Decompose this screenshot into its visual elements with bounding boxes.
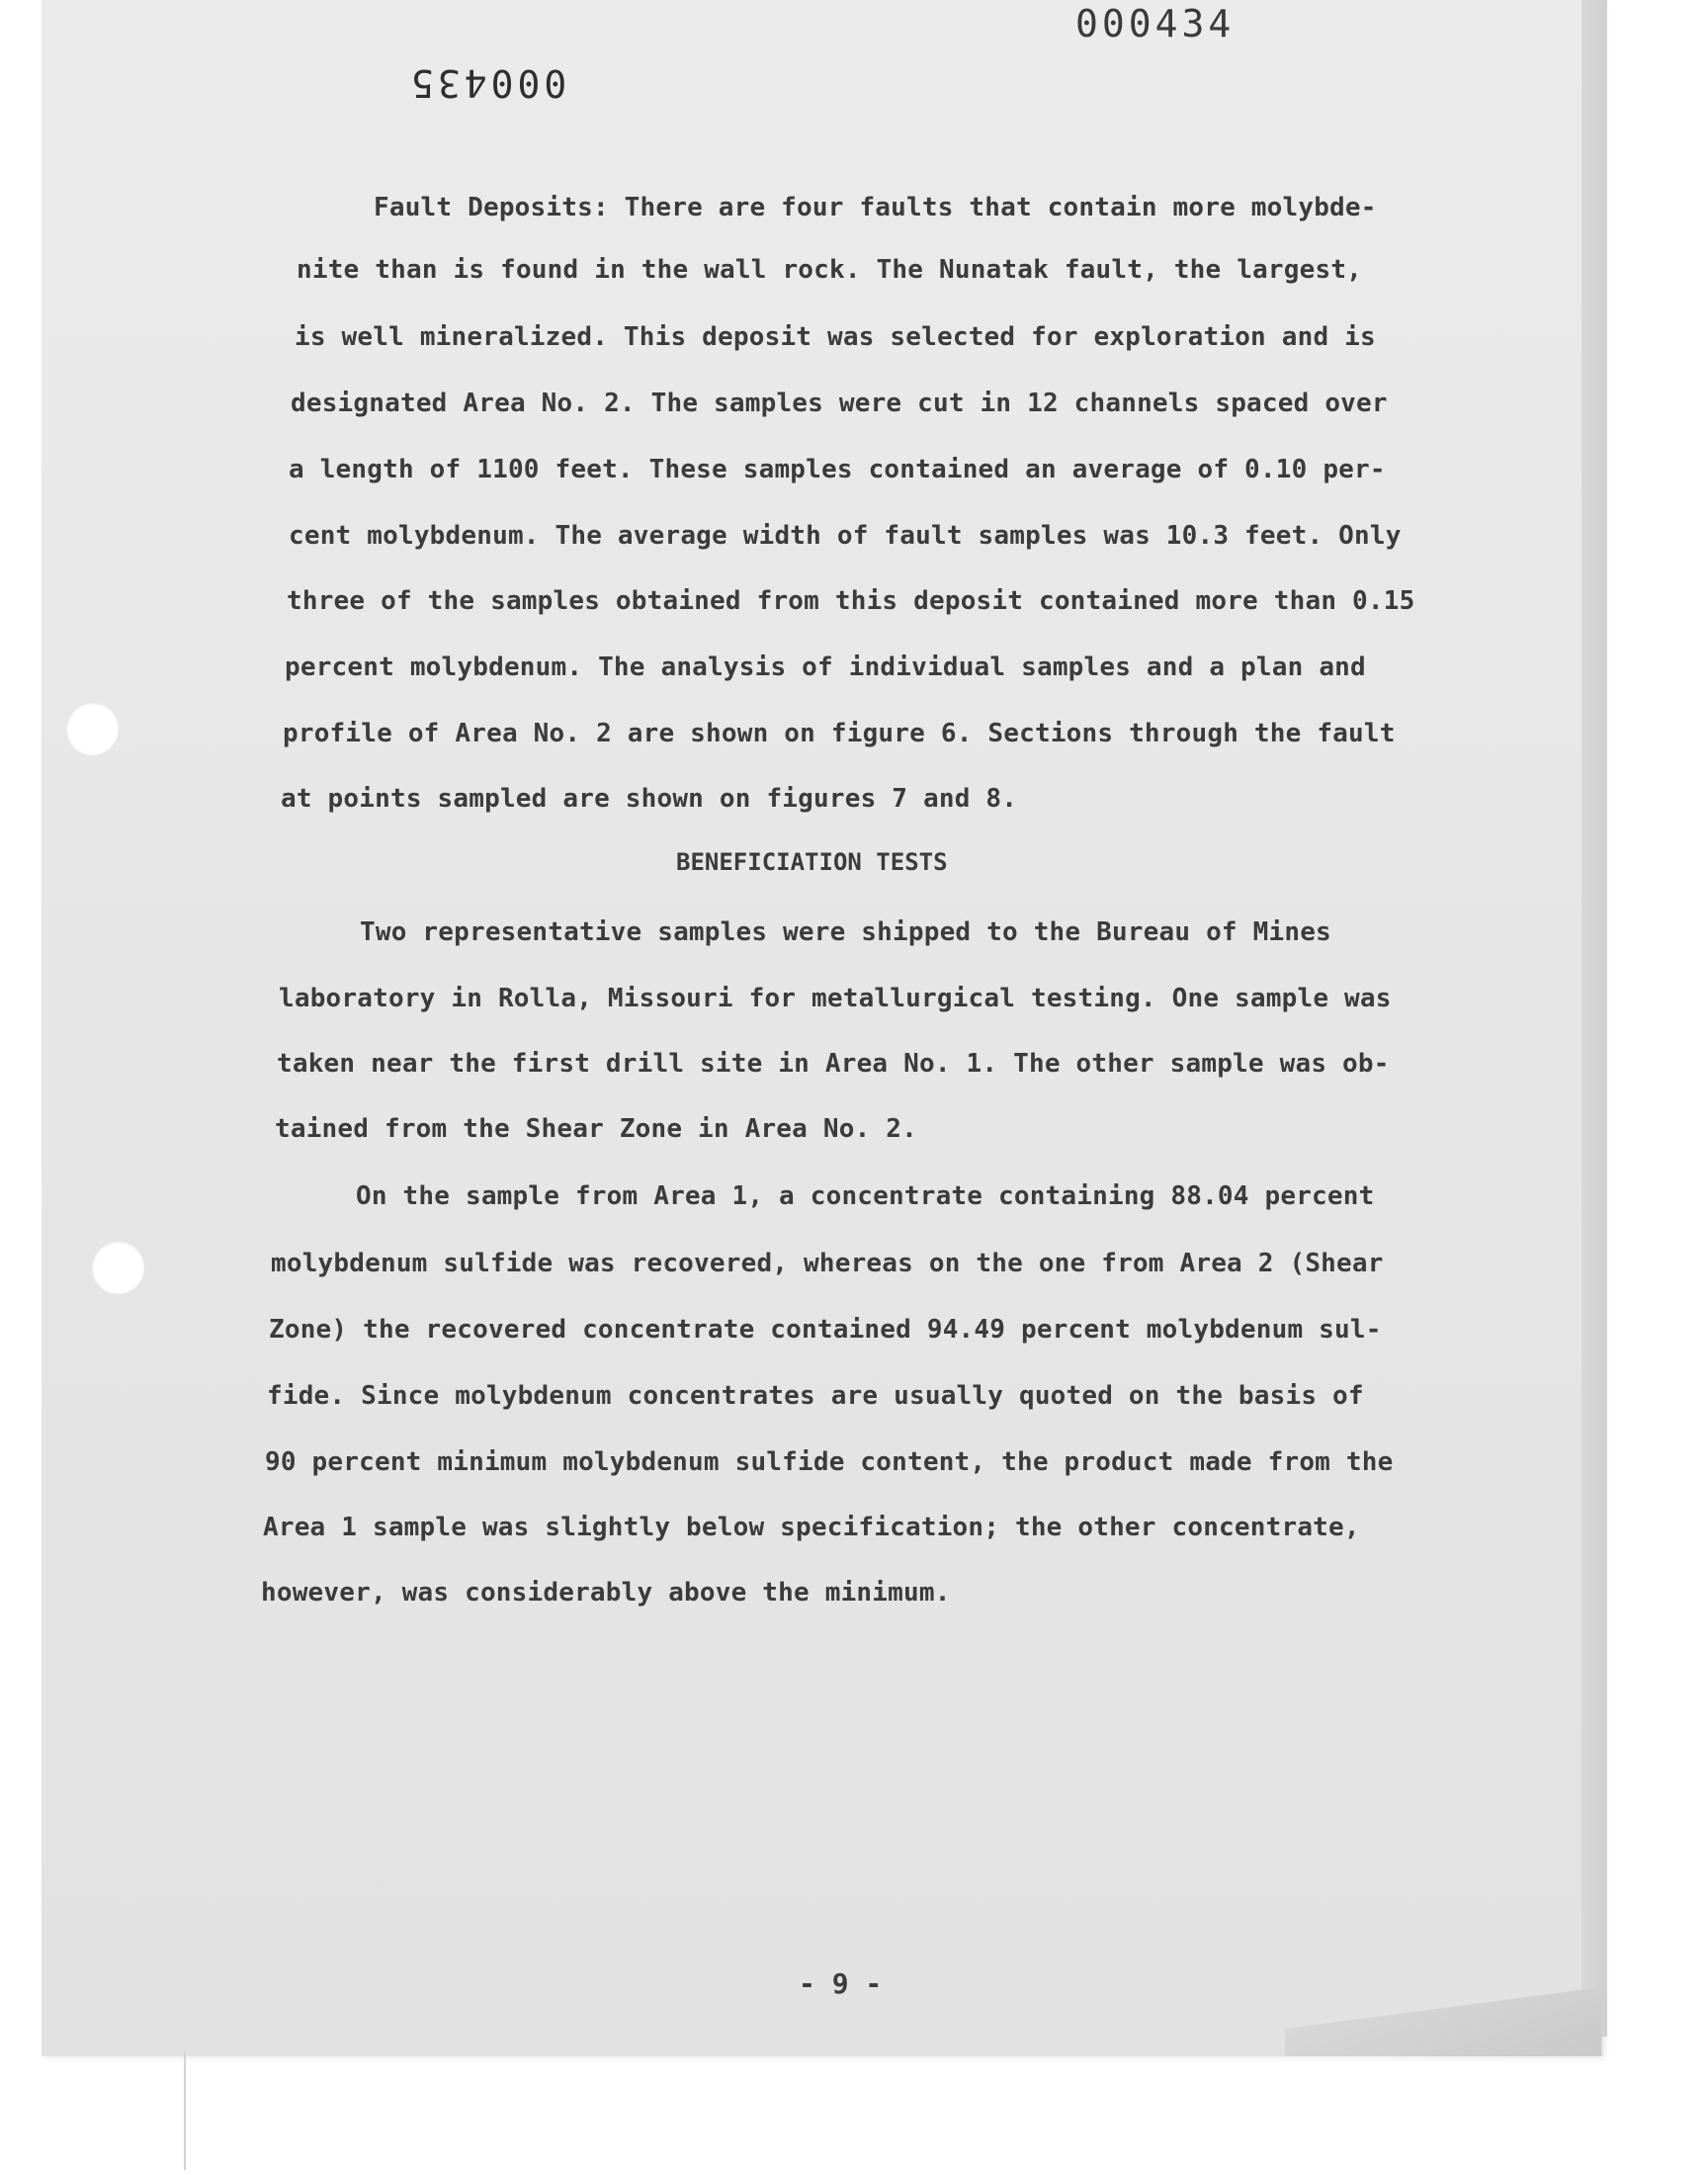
- paragraph-line: profile of Area No. 2 are shown on figure 6. Sections through the fault: [283, 719, 1396, 748]
- paragraph-line: fide. Since molybdenum concentrates are usually quoted on the basis of: [267, 1381, 1364, 1411]
- paragraph-line: Zone) the recovered concentrate contained 94.49 percent molybdenum sul-: [269, 1315, 1382, 1345]
- paragraph-line: cent molybdenum. The average width of fault samples was 10.3 feet. Only: [289, 521, 1402, 551]
- paragraph-line: Fault Deposits: There are four faults that contain more molybde-: [374, 193, 1377, 222]
- paragraph-line: laboratory in Rolla, Missouri for metallurgical testing. One sample was: [279, 984, 1392, 1013]
- paragraph-line: tained from the Shear Zone in Area No. 2.: [275, 1114, 917, 1144]
- paragraph-line: three of the samples obtained from this deposit contained more than 0.15: [287, 586, 1415, 616]
- paragraph-line: percent molybdenum. The analysis of individual samples and a plan and: [285, 652, 1366, 682]
- paragraph-line: Area 1 sample was slightly below specification; the other concentrate,: [263, 1513, 1360, 1542]
- paragraph-line: nite than is found in the wall rock. The Nunatak fault, the largest,: [297, 255, 1363, 285]
- paragraph-line: 90 percent minimum molybdenum sulfide content, the product made from the: [265, 1447, 1394, 1477]
- paragraph-line: at points sampled are shown on figures 7 and 8.: [281, 784, 1018, 814]
- section-heading: BENEFICIATION TESTS: [676, 848, 948, 876]
- paragraph-line: molybdenum sulfide was recovered, whereas on the one from Area 2 (Shear: [271, 1249, 1384, 1278]
- paragraph-line: On the sample from Area 1, a concentrate containing 88.04 percent: [356, 1181, 1375, 1211]
- page-number: - 9 -: [799, 1967, 883, 2000]
- document-stamp-number: 000434: [1075, 2, 1236, 45]
- paragraph-line: taken near the first drill site in Area No. 1. The other sample was ob-: [277, 1049, 1390, 1079]
- document-stamp-number-mirrored: 000435: [407, 61, 567, 105]
- paragraph-line: is well mineralized. This deposit was selected for exploration and is: [295, 322, 1376, 352]
- paragraph-line: designated Area No. 2. The samples were cut in 12 channels spaced over: [291, 389, 1388, 418]
- paragraph-line: Two representative samples were shipped to the Bureau of Mines: [360, 917, 1331, 947]
- paragraph-line: a length of 1100 feet. These samples contained an average of 0.10 per-: [289, 455, 1386, 484]
- paragraph-line: however, was considerably above the minimum.: [261, 1578, 951, 1608]
